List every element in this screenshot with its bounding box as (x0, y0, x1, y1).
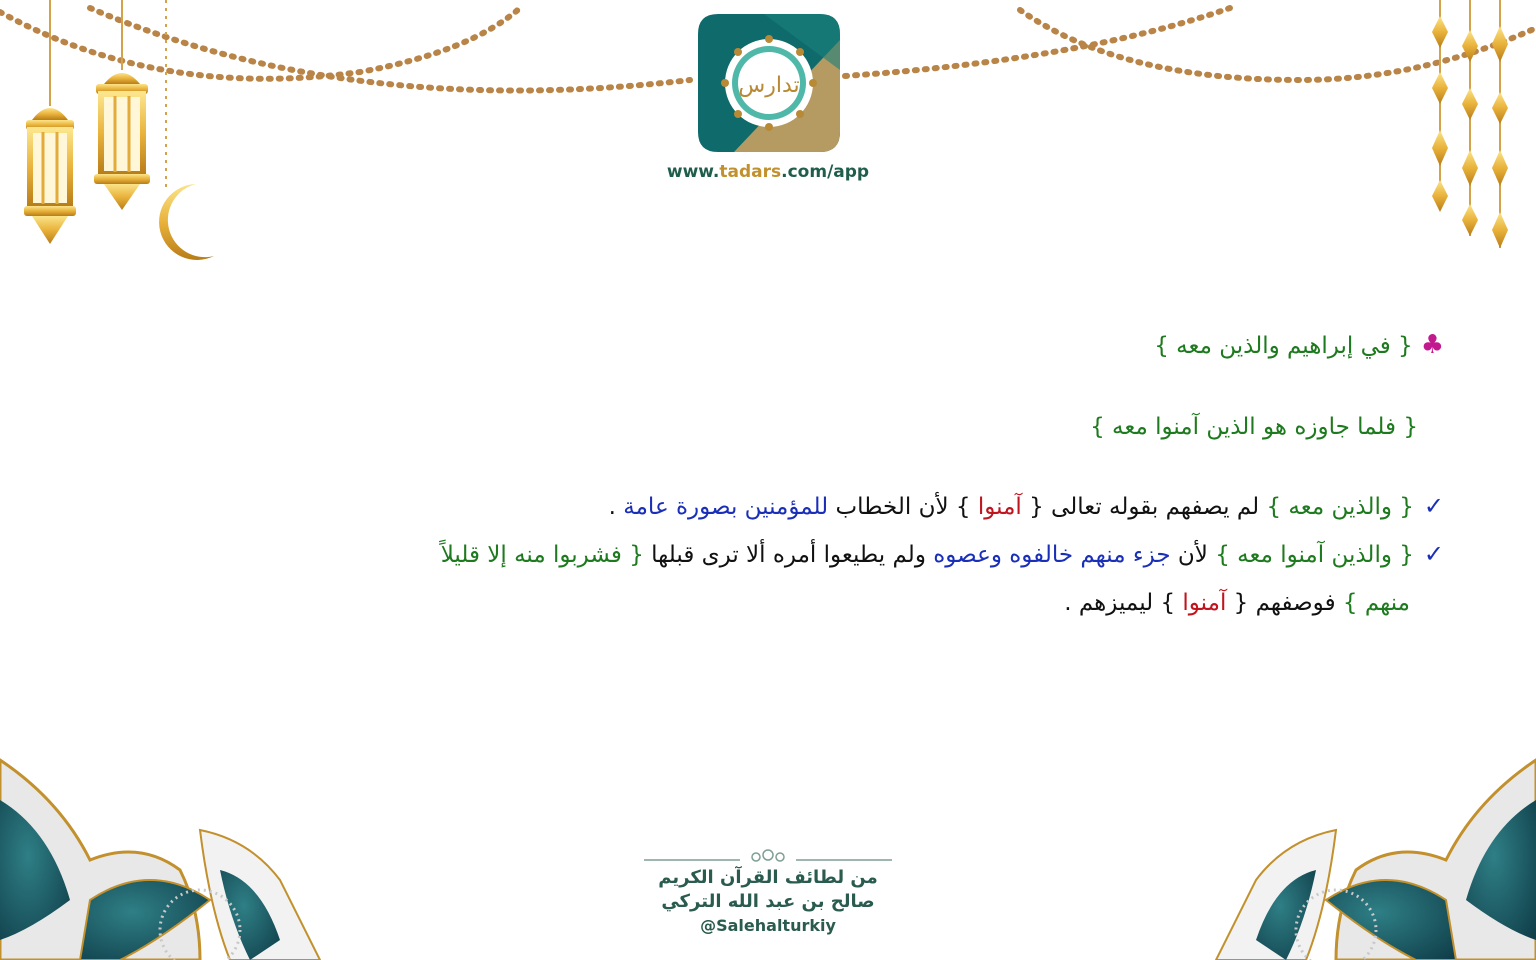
logo-text: تدارس (738, 73, 800, 98)
footer-handle[interactable]: @Salehalturkiy (700, 916, 836, 935)
point-1-end: . (608, 494, 624, 520)
point-1-highlight-word: آمنوا (977, 494, 1022, 520)
url-suffix: .com/app (781, 162, 870, 182)
app-logo[interactable] (694, 10, 844, 156)
point-2-line-1 (441, 540, 1444, 568)
point-2-close-brace: } (1160, 590, 1183, 616)
garland-right (845, 8, 1536, 80)
app-url-link[interactable] (640, 162, 896, 182)
point-1-open-brace: { (1021, 494, 1044, 520)
point-2-text-b: ولم يطيعوا أمره ألا ترى قبلها (643, 542, 934, 568)
url-brand: tadars (719, 162, 782, 182)
point-2-line-2 (1064, 590, 1410, 616)
point-2-quote-2a: { فشربوا منه إلا قليلاً (440, 542, 644, 568)
verse-text: { فلما جاوزه هو الذين آمنوا معه } (1090, 414, 1418, 440)
point-2-quote: { والذين آمنوا معه } (1215, 542, 1414, 568)
hanging-diamonds (1432, 0, 1508, 248)
club-bullet-icon: ♣ (1420, 330, 1444, 360)
point-1-text-b: لأن الخطاب (828, 494, 956, 520)
footer-series-title: من لطائف القرآن الكريم (658, 867, 878, 888)
checkmark-icon: ✓ (1423, 492, 1444, 520)
lantern-icon (24, 0, 76, 244)
point-1-text-a: لم يصفهم بقوله تعالى (1043, 494, 1267, 520)
verse-line (1090, 414, 1418, 440)
footer-author: صالح بن عبد الله التركي (661, 891, 875, 912)
point-2-quote-2b: منهم } (1342, 590, 1410, 616)
point-2-text-c: فوصفهم (1248, 590, 1343, 616)
point-1-quote: { والذين معه } (1266, 494, 1414, 520)
point-2-highlight-word: آمنوا (1182, 590, 1227, 616)
section-heading (1154, 330, 1444, 360)
flower-ornament-icon (0, 760, 320, 960)
point-2-text-d: ليميزهم . (1064, 590, 1161, 616)
point-1-close-brace: } (955, 494, 978, 520)
point-2-blue-phrase: جزء منهم خالفوه وعصوه (933, 542, 1171, 568)
point-1-blue-phrase: للمؤمنين بصورة عامة (623, 494, 829, 520)
heading-text: { في إبراهيم والذين معه } (1154, 333, 1413, 359)
flower-ornament-icon (1216, 760, 1536, 960)
point-2-open-brace: { (1226, 590, 1249, 616)
garland-left (0, 8, 690, 91)
lantern-icon (94, 0, 150, 210)
point-1 (609, 492, 1444, 520)
point-2-text-a: لأن (1170, 542, 1216, 568)
url-prefix: www. (666, 162, 720, 182)
checkmark-icon: ✓ (1423, 540, 1444, 568)
footer (630, 848, 906, 938)
